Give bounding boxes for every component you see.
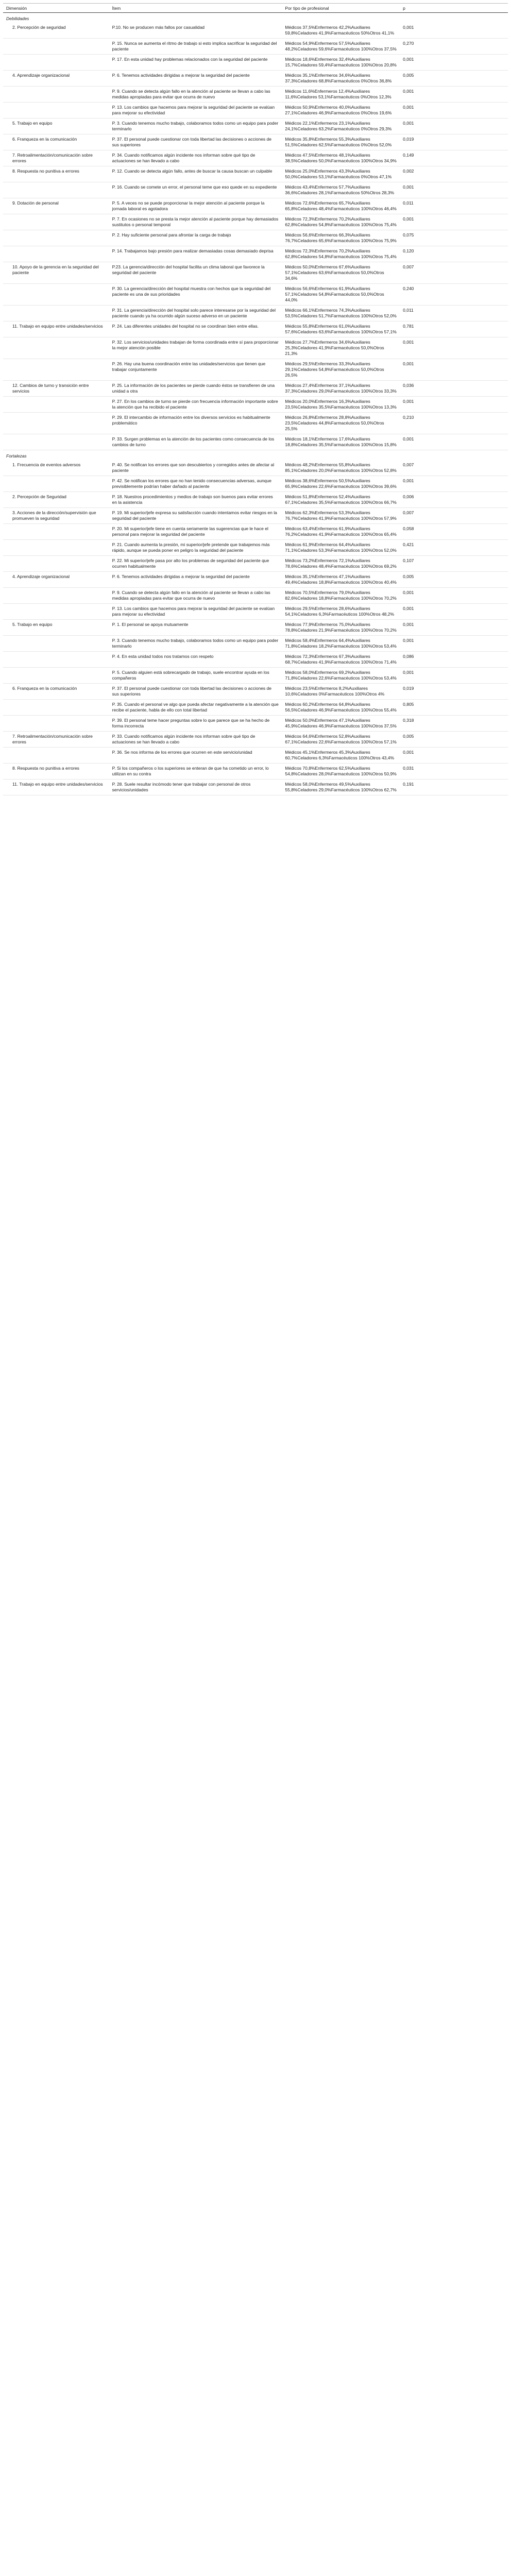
cell-p-value: 0,781 <box>400 321 508 337</box>
cell-dimension: 4. Aprendizaje organizacional <box>3 71 109 87</box>
cell-dimension: 6. Franqueza en la comunicación <box>3 684 109 700</box>
cell-by-professional: Médicos 51,8%Enfermeros 52,4%Auxiliares 67,1%Celadores 35,5%Farmacéuticos 100%Otros 66,7% <box>282 492 400 508</box>
cell-p-value: 0,005 <box>400 572 508 588</box>
cell-by-professional: Médicos 35,1%Enfermeros 47,1%Auxiliares 49,4%Celadores 18,8%Farmacéuticos 100%Otros 40,4% <box>282 572 400 588</box>
table-row <box>3 103 508 118</box>
cell-p-value: 0,210 <box>400 413 508 434</box>
cell-item: P. 28. Suele resultar incómodo tener que trabajar con personal de otros servicios/unidades <box>109 779 282 795</box>
cell-p-value: 0,001 <box>400 87 508 103</box>
cell-dimension <box>3 359 109 381</box>
cell-dimension <box>3 716 109 732</box>
cell-item: P. 18. Nuestros procedimientos y medios de trabajo son buenos para evitar errores en la asistencia <box>109 492 282 508</box>
cell-by-professional: Médicos 35,1%Enfermeros 34,6%Auxiliares 37,3%Celadores 68,8%Farmacéuticos 0%Otros 36,8% <box>282 71 400 87</box>
cell-item: P. 5. A veces no se puede proporcionar la mejor atención al paciente porque la jornada laboral es agotadora <box>109 198 282 214</box>
cell-p-value: 0,001 <box>400 604 508 620</box>
cell-p-value: 0,149 <box>400 150 508 166</box>
table-row <box>3 55 508 71</box>
cell-p-value: 0,120 <box>400 246 508 262</box>
cell-item: P. 37. El personal puede cuestionar con toda libertad las decisiones o acciones de sus superiores <box>109 134 282 150</box>
cell-item: P. 32. Los servicios/unidades trabajan de forma coordinada entre sí para proporcionar la mejor atención posible <box>109 337 282 359</box>
cell-by-professional: Médicos 29,5%Enfermeros 33,3%Auxiliares 29,1%Celadores 54,8%Farmacéuticos 50,0%Otros 26,5% <box>282 359 400 381</box>
cell-dimension <box>3 604 109 620</box>
cell-p-value: 0,001 <box>400 620 508 636</box>
cell-p-value: 0,001 <box>400 55 508 71</box>
table-row <box>3 118 508 134</box>
cell-by-professional: Médicos 43,4%Enfermeros 57,7%Auxiliares 36,6%Celadores 28,1%Farmacéuticos 50%Otros 28,3% <box>282 182 400 198</box>
cell-p-value: 0,001 <box>400 588 508 604</box>
results-table <box>3 3 508 795</box>
cell-dimension <box>3 636 109 652</box>
cell-item: P. 26. Hay una buena coordinación entre las unidades/servicios que tienen que trabajar conjuntamente <box>109 359 282 381</box>
cell-p-value: 0,001 <box>400 668 508 684</box>
cell-item: P. 31. La gerencia/dirección del hospital solo parece interesarse por la seguridad del paciente cuando ya ha ocurrido algún suceso adverso en un paciente <box>109 306 282 321</box>
cell-p-value: 0,006 <box>400 492 508 508</box>
header-by-professional: Por tipo de profesional <box>282 4 400 13</box>
cell-item: P. 9. Cuando se detecta algún fallo en la atención al paciente se llevan a cabo las medidas apropiadas para evitar que ocurra de nuevo <box>109 588 282 604</box>
table-row <box>3 764 508 779</box>
cell-dimension <box>3 413 109 434</box>
table-row <box>3 214 508 230</box>
cell-by-professional: Médicos 27,4%Enfermeros 37,1%Auxiliares 37,3%Celadores 29,0%Farmacéuticos 100%Otros 33,3% <box>282 381 400 397</box>
table-row <box>3 492 508 508</box>
cell-dimension: 12. Cambios de turno y transición entre servicios <box>3 381 109 397</box>
cell-dimension: 11. Trabajo en equipo entre unidades/servicios <box>3 779 109 795</box>
cell-dimension <box>3 103 109 118</box>
header-dimension: Dimensión <box>3 4 109 13</box>
cell-p-value: 0,058 <box>400 524 508 540</box>
table-row <box>3 381 508 397</box>
cell-item: P. 12. Cuando se detecta algún fallo, antes de buscar la causa buscan un culpable <box>109 166 282 182</box>
table-row <box>3 337 508 359</box>
table-row <box>3 460 508 476</box>
table-row <box>3 779 508 795</box>
cell-by-professional: Médicos 35,8%Enfermeros 55,3%Auxiliares 51,5%Celadores 62,5%Farmacéuticos 0%Otros 52,0% <box>282 134 400 150</box>
cell-dimension: 5. Trabajo en equipo <box>3 118 109 134</box>
cell-dimension <box>3 214 109 230</box>
cell-dimension <box>3 652 109 668</box>
cell-p-value: 0,005 <box>400 71 508 87</box>
cell-by-professional: Médicos 11,6%Enfermeros 12,4%Auxiliares 11,6%Celadores 53,1%Farmacéuticos 0%Otros 12,3% <box>282 87 400 103</box>
cell-dimension <box>3 230 109 246</box>
cell-p-value: 0,001 <box>400 337 508 359</box>
table-row <box>3 668 508 684</box>
cell-dimension: 4. Aprendizaje organizacional <box>3 572 109 588</box>
cell-dimension <box>3 284 109 306</box>
cell-p-value: 0,107 <box>400 556 508 572</box>
cell-item: P. 33. Cuando notificamos algún incidente nos informan sobre qué tipo de actuaciones se han llevado a cabo <box>109 732 282 748</box>
cell-p-value: 0,002 <box>400 166 508 182</box>
cell-dimension <box>3 434 109 450</box>
cell-by-professional: Médicos 70,8%Enfermeros 62,5%Auxiliares 54,8%Celadores 28,0%Farmacéuticos 100%Otros 50,9% <box>282 764 400 779</box>
cell-by-professional: Médicos 29,5%Enfermeros 28,6%Auxiliares 54,1%Celadores 6,3%Farmacéuticos 100%Otros 48,2% <box>282 604 400 620</box>
cell-item: P. 6. Tenemos actividades dirigidas a mejorar la seguridad del paciente <box>109 572 282 588</box>
table-row <box>3 524 508 540</box>
cell-by-professional: Médicos 58,0%Enfermeros 69,2%Auxiliares 71,8%Celadores 22,6%Farmacéuticos 100%Otros 53,4% <box>282 668 400 684</box>
table-row <box>3 198 508 214</box>
header-p-value: p <box>400 4 508 13</box>
section-row <box>3 450 508 461</box>
cell-dimension <box>3 748 109 764</box>
cell-p-value: 0,001 <box>400 359 508 381</box>
cell-dimension: 2. Percepción de seguridad <box>3 23 109 39</box>
cell-dimension: 9. Dotación de personal <box>3 198 109 214</box>
cell-by-professional: Médicos 18,6%Enfermeros 32,4%Auxiliares 15,7%Celadores 59,4%Farmacéuticos 100%Otros 20,8% <box>282 55 400 71</box>
cell-item: P. 25. La información de los pacientes se pierde cuando éstos se transfieren de una unidad a otra <box>109 381 282 397</box>
cell-item: P. 6. Tenemos actividades dirigidas a mejorar la seguridad del paciente <box>109 71 282 87</box>
cell-dimension <box>3 700 109 716</box>
cell-by-professional: Médicos 60,2%Enfermeros 64,8%Auxiliares 56,5%Celadores 46,9%Farmacéuticos 100%Otros 55,4% <box>282 700 400 716</box>
table-row <box>3 166 508 182</box>
results-table-container <box>3 3 508 795</box>
cell-item: P.10. No se producen más fallos por casualidad <box>109 23 282 39</box>
table-row <box>3 230 508 246</box>
cell-dimension: 8. Respuesta no punitiva a errores <box>3 764 109 779</box>
cell-by-professional: Médicos 45,1%Enfermeros 45,3%Auxiliares 60,7%Celadores 6,3%Farmacéuticos 100%Otros 43,4% <box>282 748 400 764</box>
cell-p-value: 0,011 <box>400 306 508 321</box>
cell-item: P. 16. Cuando se comete un error, el personal teme que eso quede en su expediente <box>109 182 282 198</box>
cell-item: P. 3. Cuando tenemos mucho trabajo, colaboramos todos como un equipo para poder terminarlo <box>109 636 282 652</box>
table-row <box>3 556 508 572</box>
cell-dimension <box>3 588 109 604</box>
cell-item: P. 21. Cuando aumenta la presión, mi superior/jefe pretende que trabajemos más rápido, aunque se pueda poner en peligro la seguridad del paciente <box>109 540 282 556</box>
cell-by-professional: Médicos 72,3%Enfermeros 70,2%Auxiliares 62,8%Celadores 54,8%Farmacéuticos 100%Otros 75,4% <box>282 214 400 230</box>
cell-dimension <box>3 476 109 492</box>
cell-item: P. 37. El personal puede cuestionar con toda libertad las decisiones o acciones de sus superiores <box>109 684 282 700</box>
cell-p-value: 0,001 <box>400 397 508 413</box>
cell-p-value: 0,019 <box>400 134 508 150</box>
cell-item: P. 7. En ocasiones no se presta la mejor atención al paciente porque hay demasiados sustitutos o personal temporal <box>109 214 282 230</box>
cell-p-value: 0,036 <box>400 381 508 397</box>
cell-item: P. 33. Surgen problemas en la atención de los pacientes como consecuencia de los cambios de turno <box>109 434 282 450</box>
cell-p-value: 0,086 <box>400 652 508 668</box>
cell-p-value: 0,240 <box>400 284 508 306</box>
table-row <box>3 359 508 381</box>
cell-by-professional: Médicos 63,4%Enfermeros 61,9%Auxiliares 76,2%Celadores 41,9%Farmacéuticos 100%Otros 65,4% <box>282 524 400 540</box>
table-row <box>3 508 508 524</box>
cell-by-professional: Médicos 72,6%Enfermeros 65,7%Auxiliares 65,8%Celadores 48,4%Farmacéuticos 100%Otros 46,4% <box>282 198 400 214</box>
cell-dimension <box>3 55 109 71</box>
table-row <box>3 476 508 492</box>
cell-by-professional: Médicos 55,8%Enfermeros 61,0%Auxiliares 57,6%Celadores 63,6%Farmacéuticos 100%Otros 57,1% <box>282 321 400 337</box>
cell-dimension: 6. Franqueza en la comunicación <box>3 134 109 150</box>
cell-item: P. 2. Hay suficiente personal para afrontar la carga de trabajo <box>109 230 282 246</box>
cell-dimension <box>3 306 109 321</box>
cell-by-professional: Médicos 70,5%Enfermeros 79,0%Auxiliares 82,6%Celadores 18,8%Farmacéuticos 100%Otros 70,2% <box>282 588 400 604</box>
cell-p-value: 0,001 <box>400 748 508 764</box>
cell-p-value: 0,019 <box>400 684 508 700</box>
cell-dimension: 3. Acciones de la dirección/supervisión que promueven la seguridad <box>3 508 109 524</box>
cell-item: P. 22. Mi superior/jefe pasa por alto los problemas de seguridad del paciente que ocurren habitualmente <box>109 556 282 572</box>
table-row <box>3 71 508 87</box>
cell-p-value: 0,001 <box>400 476 508 492</box>
cell-p-value: 0,001 <box>400 636 508 652</box>
table-row <box>3 284 508 306</box>
cell-item: P.23. La gerencia/dirección del hospital facilita un clima laboral que favorece la seguridad del paciente <box>109 262 282 284</box>
cell-item: P. 24. Las diferentes unidades del hospital no se coordinan bien entre ellas. <box>109 321 282 337</box>
cell-dimension <box>3 540 109 556</box>
cell-dimension <box>3 524 109 540</box>
cell-item: P. 13. Los cambios que hacemos para mejorar la seguridad del paciente se evalúan para mejorar su efectividad <box>109 604 282 620</box>
cell-dimension <box>3 556 109 572</box>
table-row <box>3 748 508 764</box>
cell-dimension: 11. Trabajo en equipo entre unidades/servicios <box>3 321 109 337</box>
table-row <box>3 684 508 700</box>
cell-p-value: 0,005 <box>400 732 508 748</box>
table-row <box>3 732 508 748</box>
cell-p-value: 0,007 <box>400 508 508 524</box>
cell-by-professional: Médicos 58,0%Enfermeros 49,5%Auxiliares 55,8%Celadores 29,0%Farmacéuticos 100%Otros 62,7% <box>282 779 400 795</box>
cell-dimension <box>3 668 109 684</box>
cell-item: P. 40. Se notifican los errores que son descubiertos y corregidos antes de afectar al paciente <box>109 460 282 476</box>
cell-item: P. 19. Mi superior/jefe expresa su satisfacción cuando intentamos evitar riesgos en la seguridad del paciente <box>109 508 282 524</box>
table-row <box>3 434 508 450</box>
cell-p-value: 0,001 <box>400 23 508 39</box>
table-row <box>3 620 508 636</box>
cell-by-professional: Médicos 23,5%Enfermeros 8,2%Auxiliares 10,6%Celadores 0%Farmacéuticos 100%Otros 4% <box>282 684 400 700</box>
cell-item: P. 30. La gerencia/dirección del hospital muestra con hechos que la seguridad del paciente es una de sus prioridades <box>109 284 282 306</box>
table-row <box>3 23 508 39</box>
header-item: Ítem <box>109 4 282 13</box>
cell-by-professional: Médicos 62,3%Enfermeros 53,3%Auxiliares 76,7%Celadores 41,9%Farmacéuticos 100%Otros 57,9% <box>282 508 400 524</box>
cell-dimension: 8. Respuesta no punitiva a errores <box>3 166 109 182</box>
cell-by-professional: Médicos 50,0%Enfermeros 47,1%Auxiliares 45,9%Celadores 46,9%Farmacéuticos 100%Otros 37,5% <box>282 716 400 732</box>
cell-item: P. 1. El personal se apoya mutuamente <box>109 620 282 636</box>
table-row <box>3 39 508 55</box>
cell-p-value: 0,031 <box>400 764 508 779</box>
cell-dimension: 2. Percepción de Seguridad <box>3 492 109 508</box>
table-row <box>3 134 508 150</box>
cell-by-professional: Médicos 77,9%Enfermeros 75,0%Auxiliares 78,8%Celadores 21,9%Farmacéuticos 100%Otros 70,2% <box>282 620 400 636</box>
cell-by-professional: Médicos 22,1%Enfermeros 23,1%Auxiliares 24,1%Celadores 63,2%Farmacéuticos 0%Otros 29,3% <box>282 118 400 134</box>
cell-item: P. 20. Mi superior/jefe tiene en cuenta seriamente las sugerencias que le hace el personal para mejorar la seguridad del paciente <box>109 524 282 540</box>
cell-dimension: 7. Retroalimentación/comunicación sobre errores <box>3 732 109 748</box>
cell-p-value: 0,805 <box>400 700 508 716</box>
table-header <box>3 4 508 13</box>
cell-dimension <box>3 397 109 413</box>
cell-by-professional: Médicos 73,2%Enfermeros 72,1%Auxiliares 78,6%Celadores 48,4%Farmacéuticos 100%Otros 69,2% <box>282 556 400 572</box>
table-row <box>3 636 508 652</box>
cell-by-professional: Médicos 64,6%Enfermeros 52,8%Auxiliares 67,1%Celadores 22,6%Farmacéuticos 100%Otros 57,1% <box>282 732 400 748</box>
cell-p-value: 0,001 <box>400 182 508 198</box>
table-row <box>3 262 508 284</box>
cell-item: P. 17. En esta unidad hay problemas relacionados con la seguridad del paciente <box>109 55 282 71</box>
table-row <box>3 572 508 588</box>
cell-p-value: 0,421 <box>400 540 508 556</box>
cell-item: P. 42. Se notifican los errores que no han tenido consecuencias adversas, aunque previsiblemente podrían haber dañado al paciente <box>109 476 282 492</box>
cell-by-professional: Médicos 66,1%Enfermeros 74,3%Auxiliares 53,5%Celadores 51,7%Farmacéuticos 100%Otros 52,0% <box>282 306 400 321</box>
cell-p-value: 0,270 <box>400 39 508 55</box>
cell-by-professional: Médicos 20,0%Enfermeros 16,3%Auxiliares 23,5%Celadores 35,5%Farmacéuticos 100%Otros 13,3% <box>282 397 400 413</box>
section-row <box>3 13 508 23</box>
cell-p-value: 0,191 <box>400 779 508 795</box>
table-row <box>3 700 508 716</box>
cell-by-professional: Médicos 50,9%Enfermeros 40,0%Auxiliares 27,1%Celadores 46,9%Farmacéuticos 0%Otros 19,6% <box>282 103 400 118</box>
cell-p-value: 0,318 <box>400 716 508 732</box>
cell-item: P. 13. Los cambios que hacemos para mejorar la seguridad del paciente se evalúan para mejorar su efectividad <box>109 103 282 118</box>
cell-item: P. 29. El intercambio de información entre los diversos servicios es habitualmente problemático <box>109 413 282 434</box>
table-row <box>3 246 508 262</box>
cell-item: P. 4. En esta unidad todos nos tratamos con respeto <box>109 652 282 668</box>
table-row <box>3 540 508 556</box>
cell-by-professional: Médicos 72,3%Enfermeros 67,3%Auxiliares 68,7%Celadores 41,9%Farmacéuticos 100%Otros 71,4% <box>282 652 400 668</box>
cell-by-professional: Médicos 27,7%Enfermeros 34,6%Auxiliares 25,3%Celadores 41,9%Farmacéuticos 50,0%Otros 21,3% <box>282 337 400 359</box>
cell-p-value: 0,001 <box>400 118 508 134</box>
cell-by-professional: Médicos 61,9%Enfermeros 64,4%Auxiliares 71,1%Celadores 53,3%Farmacéuticos 100%Otros 52,0% <box>282 540 400 556</box>
section-title: Fortalezas <box>6 453 27 459</box>
cell-item: P. 35. Cuando el personal ve algo que pueda afectar negativamente a la atención que recibe el paciente, habla de ello con total libertad <box>109 700 282 716</box>
cell-item: P. 39. El personal teme hacer preguntas sobre lo que parece que se ha hecho de forma incorrecta <box>109 716 282 732</box>
cell-p-value: 0,001 <box>400 214 508 230</box>
cell-item: P. 5. Cuando alguien está sobrecargado de trabajo, suele encontrar ayuda en los compañeros <box>109 668 282 684</box>
cell-dimension: 5. Trabajo en equipo <box>3 620 109 636</box>
cell-item: P. 36. Se nos informa de los errores que ocurren en este servicio/unidad <box>109 748 282 764</box>
cell-by-professional: Médicos 72,3%Enfermeros 70,2%Auxiliares 62,8%Celadores 54,8%Farmacéuticos 100%Otros 75,4% <box>282 246 400 262</box>
cell-by-professional: Médicos 58,4%Enfermeros 64,4%Auxiliares 71,8%Celadores 18,2%Farmacéuticos 100%Otros 53,4% <box>282 636 400 652</box>
cell-by-professional: Médicos 18,1%Enfermeros 17,6%Auxiliares 18,8%Celadores 35,5%Farmacéuticos 100%Otros 15,8% <box>282 434 400 450</box>
table-row <box>3 182 508 198</box>
cell-item: P. Si los compañeros o los superiores se enteran de que ha cometido un error, lo utilizan en su contra <box>109 764 282 779</box>
cell-p-value: 0,001 <box>400 434 508 450</box>
cell-item: P. 3. Cuando tenemos mucho trabajo, colaboramos todos como un equipo para poder terminarlo <box>109 118 282 134</box>
cell-dimension <box>3 87 109 103</box>
cell-dimension: 1. Frecuencia de eventos adversos <box>3 460 109 476</box>
cell-by-professional: Médicos 47,5%Enfermeros 48,1%Auxiliares 38,5%Celadores 50,0%Farmacéuticos 100%Otros 34,9% <box>282 150 400 166</box>
cell-item: P. 27. En los cambios de turno se pierde con frecuencia información importante sobre la atención que ha recibido el paciente <box>109 397 282 413</box>
cell-by-professional: Médicos 56,6%Enfermeros 61,9%Auxiliares 57,1%Celadores 54,8%Farmacéuticos 50,0%Otros 44,0% <box>282 284 400 306</box>
table-row <box>3 588 508 604</box>
cell-item: P. 9. Cuando se detecta algún fallo en la atención al paciente se llevan a cabo las medidas apropiadas para evitar que ocurra de nuevo <box>109 87 282 103</box>
cell-by-professional: Médicos 50,0%Enfermeros 67,6%Auxiliares 57,1%Celadores 63,6%Farmacéuticos 50,0%Otros 34,6% <box>282 262 400 284</box>
table-row <box>3 397 508 413</box>
table-row <box>3 150 508 166</box>
cell-by-professional: Médicos 26,8%Enfermeros 28,8%Auxiliares 23,5%Celadores 44,8%Farmacéuticos 50,0%Otros 25,5% <box>282 413 400 434</box>
cell-p-value: 0,007 <box>400 460 508 476</box>
cell-by-professional: Médicos 48,2%Enfermeros 55,8%Auxiliares 85,1%Celadores 20,0%Farmacéuticos 100%Otros 52,8% <box>282 460 400 476</box>
cell-dimension: 10. Apoyo de la gerencia en la seguridad del paciente <box>3 262 109 284</box>
table-row <box>3 652 508 668</box>
table-row <box>3 87 508 103</box>
cell-item: P. 34. Cuando notificamos algún incidente nos informan sobre qué tipo de actuaciones se han llevado a cabo <box>109 150 282 166</box>
cell-p-value: 0,001 <box>400 103 508 118</box>
cell-dimension <box>3 182 109 198</box>
cell-dimension: 7. Retroalimentación/comunicación sobre errores <box>3 150 109 166</box>
cell-by-professional: Médicos 37,5%Enfermeros 42,2%Auxiliares 59,8%Celadores 41,9%Farmacéuticos 50%Otros 41,1% <box>282 23 400 39</box>
cell-p-value: 0,007 <box>400 262 508 284</box>
cell-by-professional: Médicos 54,9%Enfermeros 57,5%Auxiliares 48,2%Celadores 59,6%Farmacéuticos 100%Otros 37,5% <box>282 39 400 55</box>
cell-dimension <box>3 39 109 55</box>
table-row <box>3 321 508 337</box>
section-title: Debilidades <box>6 16 29 21</box>
table-row <box>3 413 508 434</box>
cell-dimension <box>3 246 109 262</box>
cell-p-value: 0,011 <box>400 198 508 214</box>
table-body <box>3 13 508 795</box>
table-row <box>3 306 508 321</box>
table-row <box>3 604 508 620</box>
cell-item: P. 15. Nunca se aumenta el ritmo de trabajo si esto implica sacrificar la seguridad del paciente <box>109 39 282 55</box>
cell-by-professional: Médicos 38,6%Enfermeros 50,5%Auxiliares 65,9%Celadores 22,6%Farmacéuticos 100%Otros 39,6% <box>282 476 400 492</box>
cell-p-value: 0,075 <box>400 230 508 246</box>
cell-item: P. 14. Trabajamos bajo presión para realizar demasiadas cosas demasiado deprisa <box>109 246 282 262</box>
table-row <box>3 716 508 732</box>
cell-dimension <box>3 337 109 359</box>
cell-by-professional: Médicos 56,6%Enfermeros 66,3%Auxiliares 76,7%Celadores 65,6%Farmacéuticos 100%Otros 75,9% <box>282 230 400 246</box>
cell-by-professional: Médicos 25,0%Enfermeros 43,3%Auxiliares 50,0%Celadores 53,1%Farmacéuticos 0%Otros 47,1% <box>282 166 400 182</box>
